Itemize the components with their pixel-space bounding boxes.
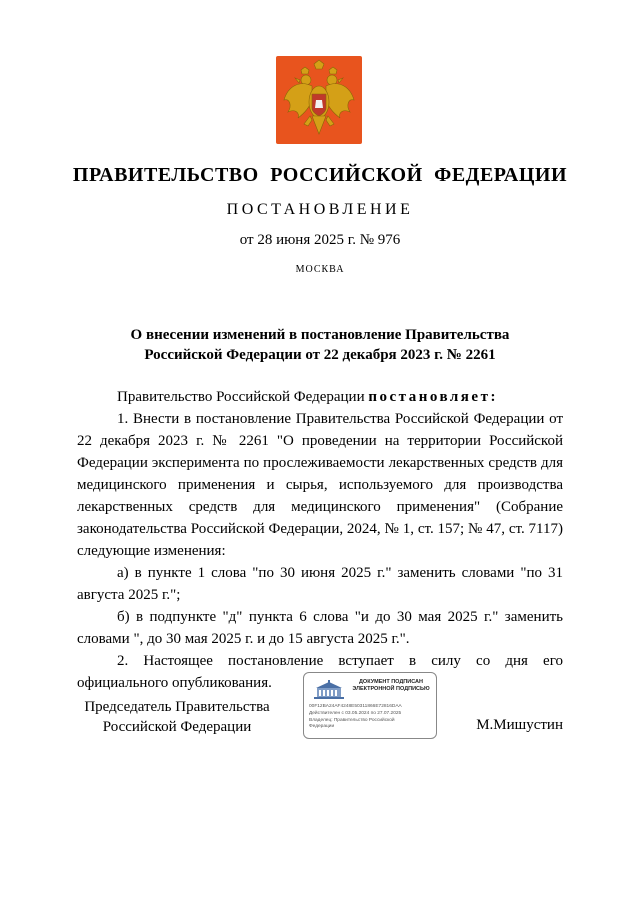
electronic-signature-stamp	[303, 672, 437, 739]
document-city: МОСКВА	[295, 264, 345, 275]
document-date-number: от 28 июня 2025 г. № 976	[239, 232, 401, 248]
document-type: ПОСТАНОВЛЕНИЕ	[226, 201, 414, 218]
paragraph-1b: б) в подпункте "д" пункта 6 слова "и до 30 мая 2025 г." заменить словами ", до 30 мая 2025 г. и до 15 августа 2025 г.".	[77, 609, 563, 647]
intro-text: Правительство Российской Федерации	[117, 389, 369, 405]
subject-line-1: О внесении изменений в постановление Правительства	[130, 327, 510, 343]
coat-of-arms-emblem	[276, 56, 362, 144]
government-title: ПРАВИТЕЛЬСТВО РОССИЙСКОЙ ФЕДЕРАЦИИ	[72, 164, 568, 186]
stamp-heading-line-2: ЭЛЕКТРОННОЙ ПОДПИСЬЮ	[352, 686, 430, 692]
document-subject	[60, 325, 580, 365]
stamp-owner-line-1: Владелец: Правительство Российской	[309, 718, 395, 723]
stamp-certificate: 00F12BA24AF4248E50311866E72816DAA	[309, 704, 402, 709]
double-headed-eagle-icon	[276, 56, 362, 144]
paragraph-2: 2. Настоящее постановление вступает в силу со дня его официального опубликования.	[77, 653, 563, 691]
intro-keyword: постановляет:	[368, 389, 498, 405]
stamp-owner-line-2: Федерации	[309, 724, 335, 729]
stamp-validity: Действителен с 03.05.2024 по 27.07.2025	[309, 711, 402, 716]
paragraph-1a: а) в пункте 1 слова "по 30 июня 2025 г." заменить словами "по 31 августа 2025 г.";	[77, 565, 563, 603]
intro-paragraph	[77, 386, 563, 408]
stamp-heading	[348, 679, 434, 693]
document-body	[77, 386, 563, 694]
signer-position-line-1: Председатель Правительства	[84, 699, 270, 715]
subject-line-2: Российской Федерации от 22 декабря 2023 г. № 2261	[144, 347, 496, 363]
signer-position-line-2: Российской Федерации	[102, 719, 252, 735]
signer-name: М.Мишустин	[476, 717, 563, 733]
signer-position	[77, 697, 277, 737]
paragraph-1: 1. Внести в постановление Правительства Российской Федерации от 22 декабря 2023 г. № 2261 "О проведении на территории Российской Федерации эксперимента по прослеживаемости лекарственных средств для медицинского применения и сырья, используемого для производства лекарственных средств для медицинского применения" (Собрание законодательства Российской Федерации, 2024, № 1, ст. 157; № 47, ст. 7117) следующие изменения:	[77, 411, 563, 559]
government-building-icon	[312, 680, 346, 700]
stamp-heading-line-1: ДОКУМЕНТ ПОДПИСАН	[359, 679, 423, 685]
